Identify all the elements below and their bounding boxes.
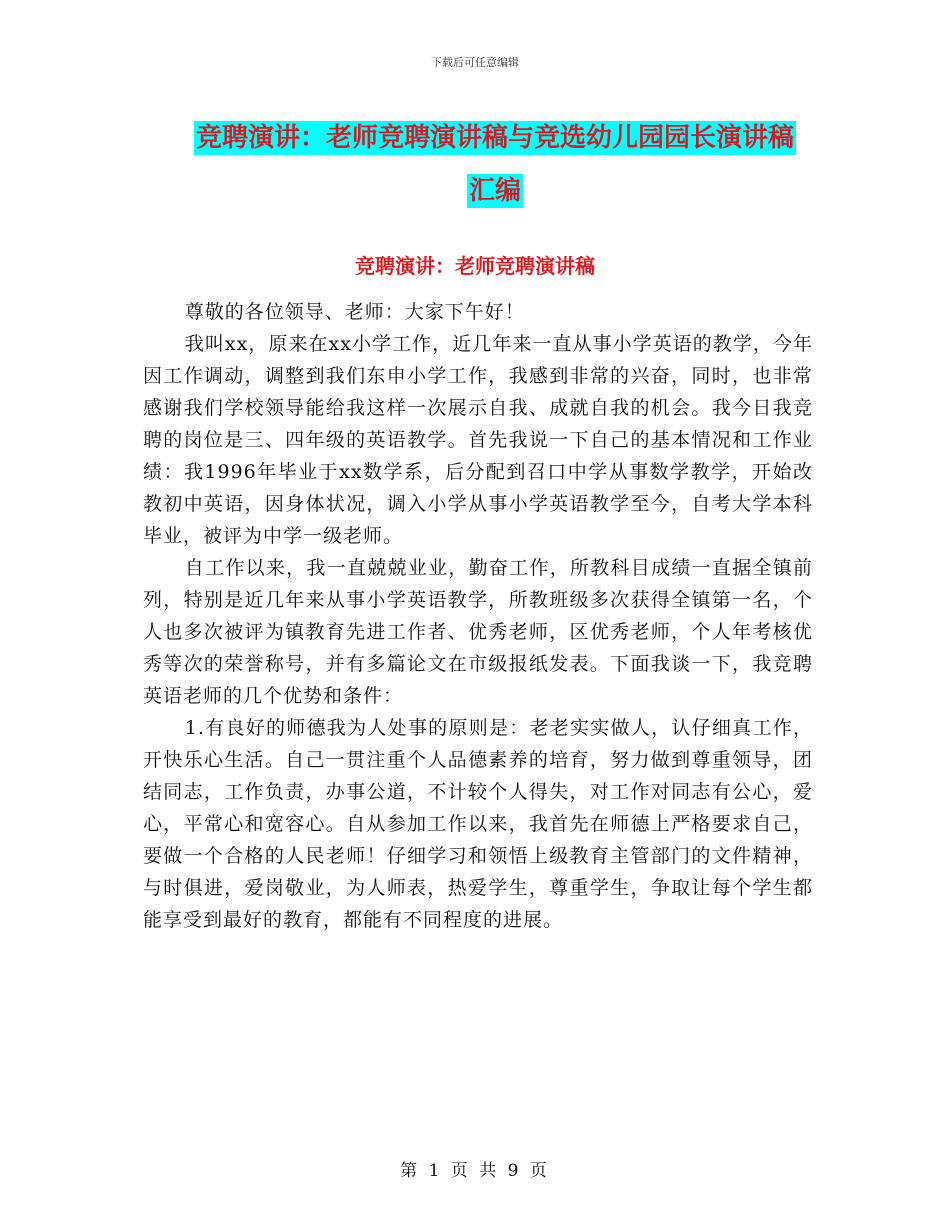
document-title-line1: 竞聘演讲：老师竞聘演讲稿与竞选幼儿园园长演讲稿 <box>195 123 794 153</box>
paragraph-achievements: 自工作以来，我一直兢兢业业，勤奋工作，所教科目成绩一直据全镇前列，特别是近几年来从事小学英语教学，所教班级多次获得全镇第一名，个人也多次被评为镇教育先进工作者、优秀老师，区优秀老师，个人年考核优秀等次的荣誉称号，并有多篇论文在市级报纸发表。下面我谈一下，我竞聘英语老师的几个优势和条件： <box>143 557 813 707</box>
paragraph-introduction: 我叫xx，原来在xx小学工作，近几年来一直从事小学英语的教学，今年因工作调动，调整到我们东申小学工作，我感到非常的兴奋，同时，也非常感谢我们学校领导能给我这样一次展示自我、成就自我的机会。我今日我竞聘的岗位是三、四年级的英语教学。首先我说一下自己的基本情况和工作业绩：我1996年毕业于xx数学系，后分配到召口中学从事数学教学，开始改教初中英语，因身体状况，调入小学从事小学英语教学至今，自考大学本科毕业，被评为中学一级老师。 <box>143 333 813 547</box>
header-note: 下载后可任意编辑 <box>431 56 519 69</box>
section-title: 竞聘演讲：老师竞聘演讲稿 <box>355 254 595 278</box>
document-title <box>145 112 845 218</box>
paragraph-ethics: 1.有良好的师德我为人处事的原则是：老老实实做人，认仔细真工作，开快乐心生活。自己一贯注重个人品德素养的培育，努力做到尊重领导，团结同志，工作负责，办事公道，不计较个人得失，对工作对同志有公心，爱心，平常心和宽容心。自从参加工作以来，我首先在师德上严格要求自己，要做一个合格的人民老师！仔细学习和领悟上级教育主管部门的文件精神，与时俱进，爱岗敬业，为人师表，热爱学生，尊重学生，争取让每个学生都能享受到最好的教育，都能有不同程度的进展。 <box>143 717 813 931</box>
page-number: 第 1 页 共 9 页 <box>400 1161 550 1181</box>
body-text <box>143 296 813 936</box>
paragraph-greeting: 尊敬的各位领导、老师：大家下午好！ <box>184 301 525 323</box>
document-title-line2: 汇编 <box>468 176 521 206</box>
